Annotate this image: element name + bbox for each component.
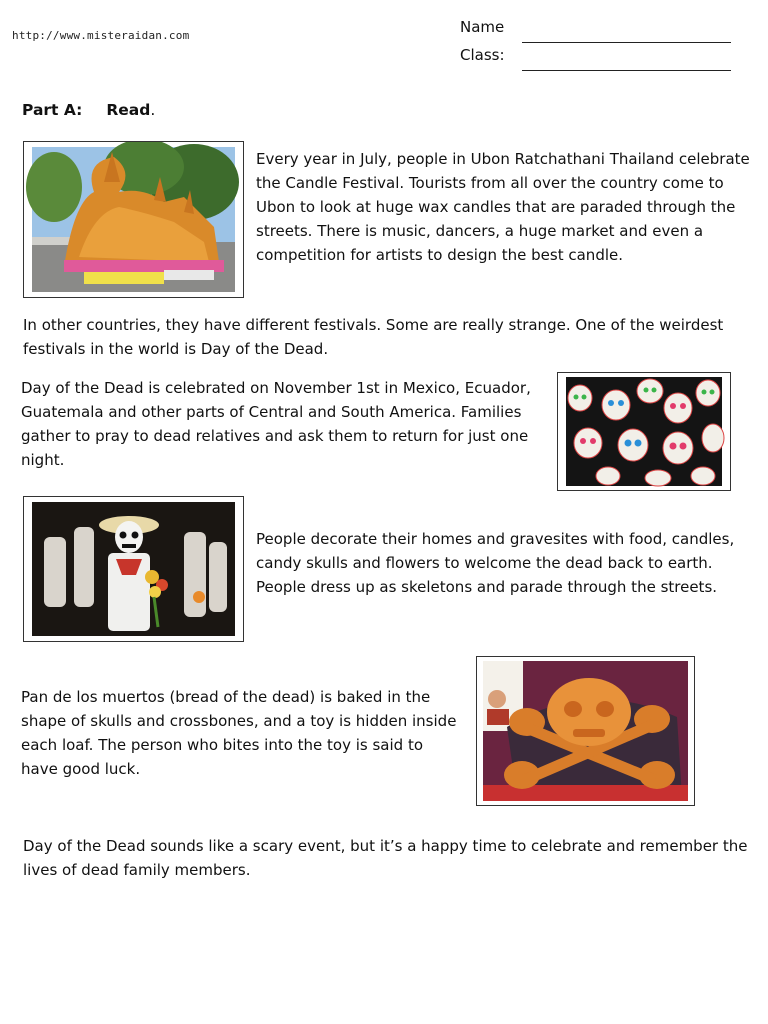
paragraph-day-of-dead-intro: Day of the Dead is celebrated on November 1st in Mexico, Ecuador, Guatemala and other parts of Central and South America. Families gather to pray to dead relatives and ask them to return for just one night. (21, 379, 531, 469)
instruction-label: Read (106, 101, 151, 119)
name-label: Name (460, 18, 505, 36)
part-label: Part A: (22, 101, 83, 119)
bread-of-dead-photo (476, 656, 695, 806)
name-blank-line (522, 42, 731, 43)
paragraph-decorations: People decorate their homes and gravesites with food, candles, candy skulls and flowers to welcome the dead back to earth. People dress up as skeletons and parade through the streets. (256, 530, 735, 596)
paragraph-candle-festival: Every year in July, people in Ubon Ratchathani Thailand celebrate the Candle Festival. Tourists from all over the country come to Ubon to look at huge wax candles that are paraded through the streets. There is music, dancers, a huge market and even a competition for artists to design the best candle. (256, 150, 750, 264)
sugar-skulls-photo (557, 372, 731, 491)
class-blank-line (522, 70, 731, 71)
paragraph-bread-of-dead: Pan de los muertos (bread of the dead) is baked in the shape of skulls and crossbones, and a toy is hidden inside each loaf. The person who bites into the toy is said to have good luck. (21, 688, 457, 778)
skeleton-parade-photo (23, 496, 244, 642)
class-label: Class: (460, 46, 505, 64)
instruction-punctuation: . (150, 101, 156, 119)
website-url: http://www.misteraidan.com (12, 29, 190, 42)
section-heading (22, 101, 155, 119)
paragraph-conclusion: Day of the Dead sounds like a scary event, but it’s a happy time to celebrate and remember the lives of dead family members. (23, 837, 748, 879)
paragraph-other-festivals: In other countries, they have different festivals. Some are really strange. One of the weirdest festivals in the world is Day of the Dead. (23, 316, 724, 358)
candle-festival-photo (23, 141, 244, 298)
